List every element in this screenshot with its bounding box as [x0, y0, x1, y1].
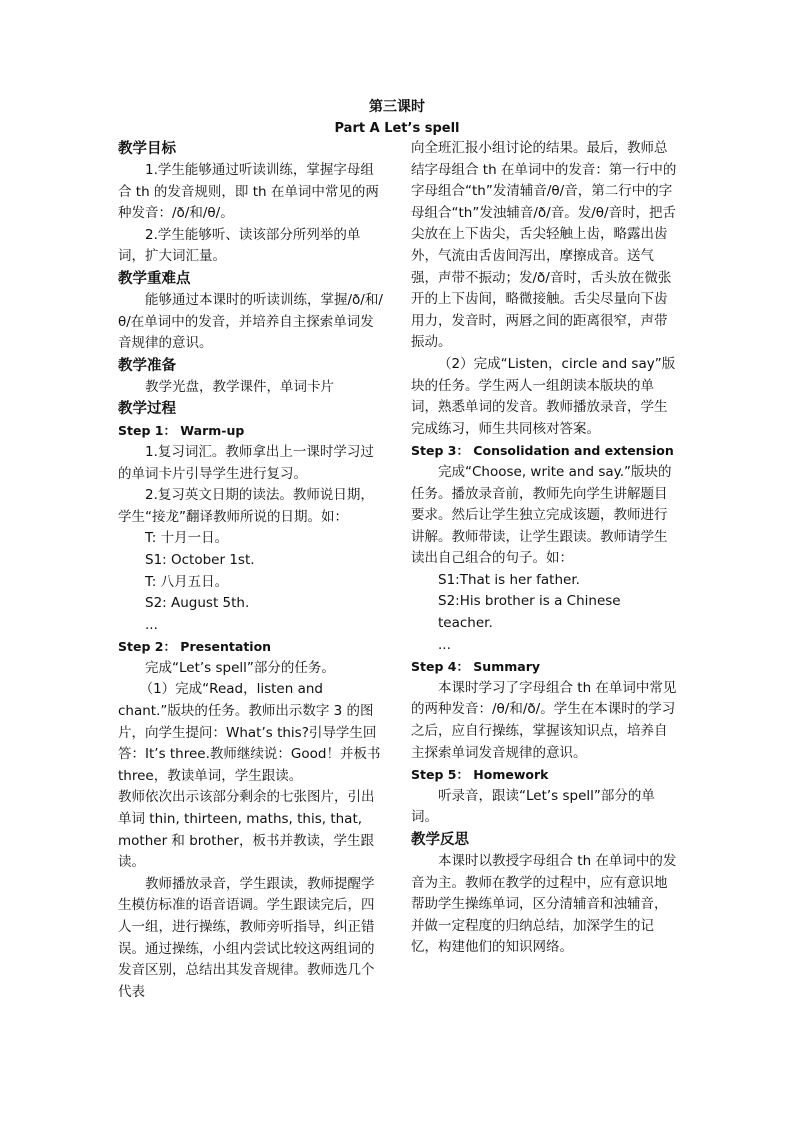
- left-paragraph-19: 教师依次出示该部分剩余的七张图片，引出单词 thin, thirteen, maths, this, that, mother 和 brother，板书并教读，学生跟读。: [118, 789, 375, 871]
- left-step-heading-8: Step 1： Warm-up: [118, 423, 245, 439]
- lesson-subtitle: Part A Let’s spell: [334, 121, 460, 136]
- right-paragraph-8: 本课时学习了字母组合 th 在单词中常见的两种发音：/θ/和/ð/。学生在本课时的学习之后，应自行操练，掌握该知识点，培养自主探索单词发音规律的意识。: [411, 679, 677, 761]
- left-dialogue-line-14: S2: August 5th.: [145, 595, 250, 612]
- right-paragraph-3: 完成“Choose, write and say.”版块的任务。播放录音前，教师先向学生讲解题目要求。然后让学生独立完成该题，教师进行讲解。教师带读，让学生跟读。教师请学生读出自己组合的句子。如：: [411, 463, 672, 567]
- left-section-heading-0: 教学目标: [118, 141, 176, 157]
- left-paragraph-6: 教学光盘，教学课件，单词卡片: [145, 378, 334, 395]
- left-column: [118, 138, 384, 1003]
- left-dialogue-line-11: T: 十月一日。: [145, 530, 229, 547]
- right-step-heading-7: Step 4： Summary: [411, 659, 541, 675]
- left-dialogue-line-13: T: 八月五日。: [145, 573, 229, 590]
- right-dialogue-line-5: S2:His brother is a Chinese teacher.: [438, 593, 621, 632]
- left-paragraph-1: 1.学生能够通过听读训练，掌握字母组合 th 的发音规则，即 th 在单词中常见的两种发音：/ð/和/θ/。: [118, 162, 379, 222]
- left-paragraph-2: 2.学生能够听、读该部分所列举的单词，扩大词汇量。: [118, 226, 361, 265]
- left-paragraph-18: （1）完成“Read，listen and chant.”版块的任务。教师出示数字 3 的图片，向学生提问：What’s this?引导学生回答：It’s three.教师继续说：Good！并板书 three，教读单词，学生跟读。: [118, 681, 381, 784]
- right-section-heading-11: 教学反思: [411, 832, 469, 848]
- right-column: [411, 138, 679, 959]
- left-dialogue-line-12: S1: October 1st.: [145, 551, 255, 568]
- left-paragraph-9: 1.复习词汇。教师拿出上一课时学习过的单词卡片引导学生进行复习。: [118, 443, 374, 482]
- left-step-heading-16: Step 2： Presentation: [118, 639, 272, 655]
- left-section-heading-3: 教学重难点: [118, 270, 191, 287]
- right-dialogue-line-4: S1:That is her father.: [438, 571, 580, 588]
- left-section-heading-5: 教学准备: [118, 357, 176, 374]
- right-dialogue-line-6: ...: [438, 636, 451, 653]
- left-paragraph-17: 完成“Let’s spell”部分的任务。: [145, 659, 335, 676]
- right-paragraph-0: 向全班汇报小组讨论的结果。最后，教师总结字母组合 th 在单词中的发音：第一行中的字母组合“th”发清辅音/θ/音，第二行中的字母组合“th”发浊辅音/ð/音。发/θ/音时，把舌尖放在上下齿尖，舌尖轻触上齿，略露出齿外，气流由舌齿间泻出，摩擦成音。送气强，声带不振动；发/ð/音时，舌头放在微张开的上下齿间，略微接触。舌尖尽量向下齿用力，发音时，两唇之间的距离很窄，声带振动。: [411, 140, 677, 351]
- left-dialogue-line-15: ...: [145, 616, 158, 633]
- lesson-title: 第三课时: [369, 99, 425, 115]
- right-step-heading-9: Step 5： Homework: [411, 767, 549, 783]
- right-paragraph-12: 本课时以教授字母组合 th 在单词中的发音为主。教师在教学的过程中，应有意识地帮助学生操练单词，区分清辅音和浊辅音，并做一定程度的归纳总结，加深学生的记忆，构建他们的知识网络。: [411, 853, 677, 956]
- left-section-heading-7: 教学过程: [118, 401, 176, 418]
- left-paragraph-10: 2.复习英文日期的读法。教师说日期，学生“接龙”翻译教师所说的日期。如：: [118, 487, 374, 525]
- right-step-heading-2: Step 3： Consolidation and extension: [411, 443, 674, 459]
- right-paragraph-10: 听录音，跟读“Let’s spell”部分的单词。: [411, 787, 655, 826]
- left-paragraph-4: 能够通过本课时的听读训练，掌握/ð/和/θ/在单词中的发音，并培养自主探索单词发音规律的意识。: [118, 291, 383, 352]
- right-paragraph-1: （2）完成“Listen，circle and say”版块的任务。学生两人一组朗读本版块的单词，熟悉单词的发音。教师播放录音，学生完成练习，师生共同核对答案。: [411, 355, 676, 437]
- left-paragraph-20: 教师播放录音，学生跟读，教师提醒学生模仿标准的语音语调。学生跟读完后，四人一组，进行操练，教师旁听指导，纠正错误。通过操练，小组内尝试比较这两组词的发音区别，总结出其发音规律。教师选几个代表: [118, 875, 375, 1000]
